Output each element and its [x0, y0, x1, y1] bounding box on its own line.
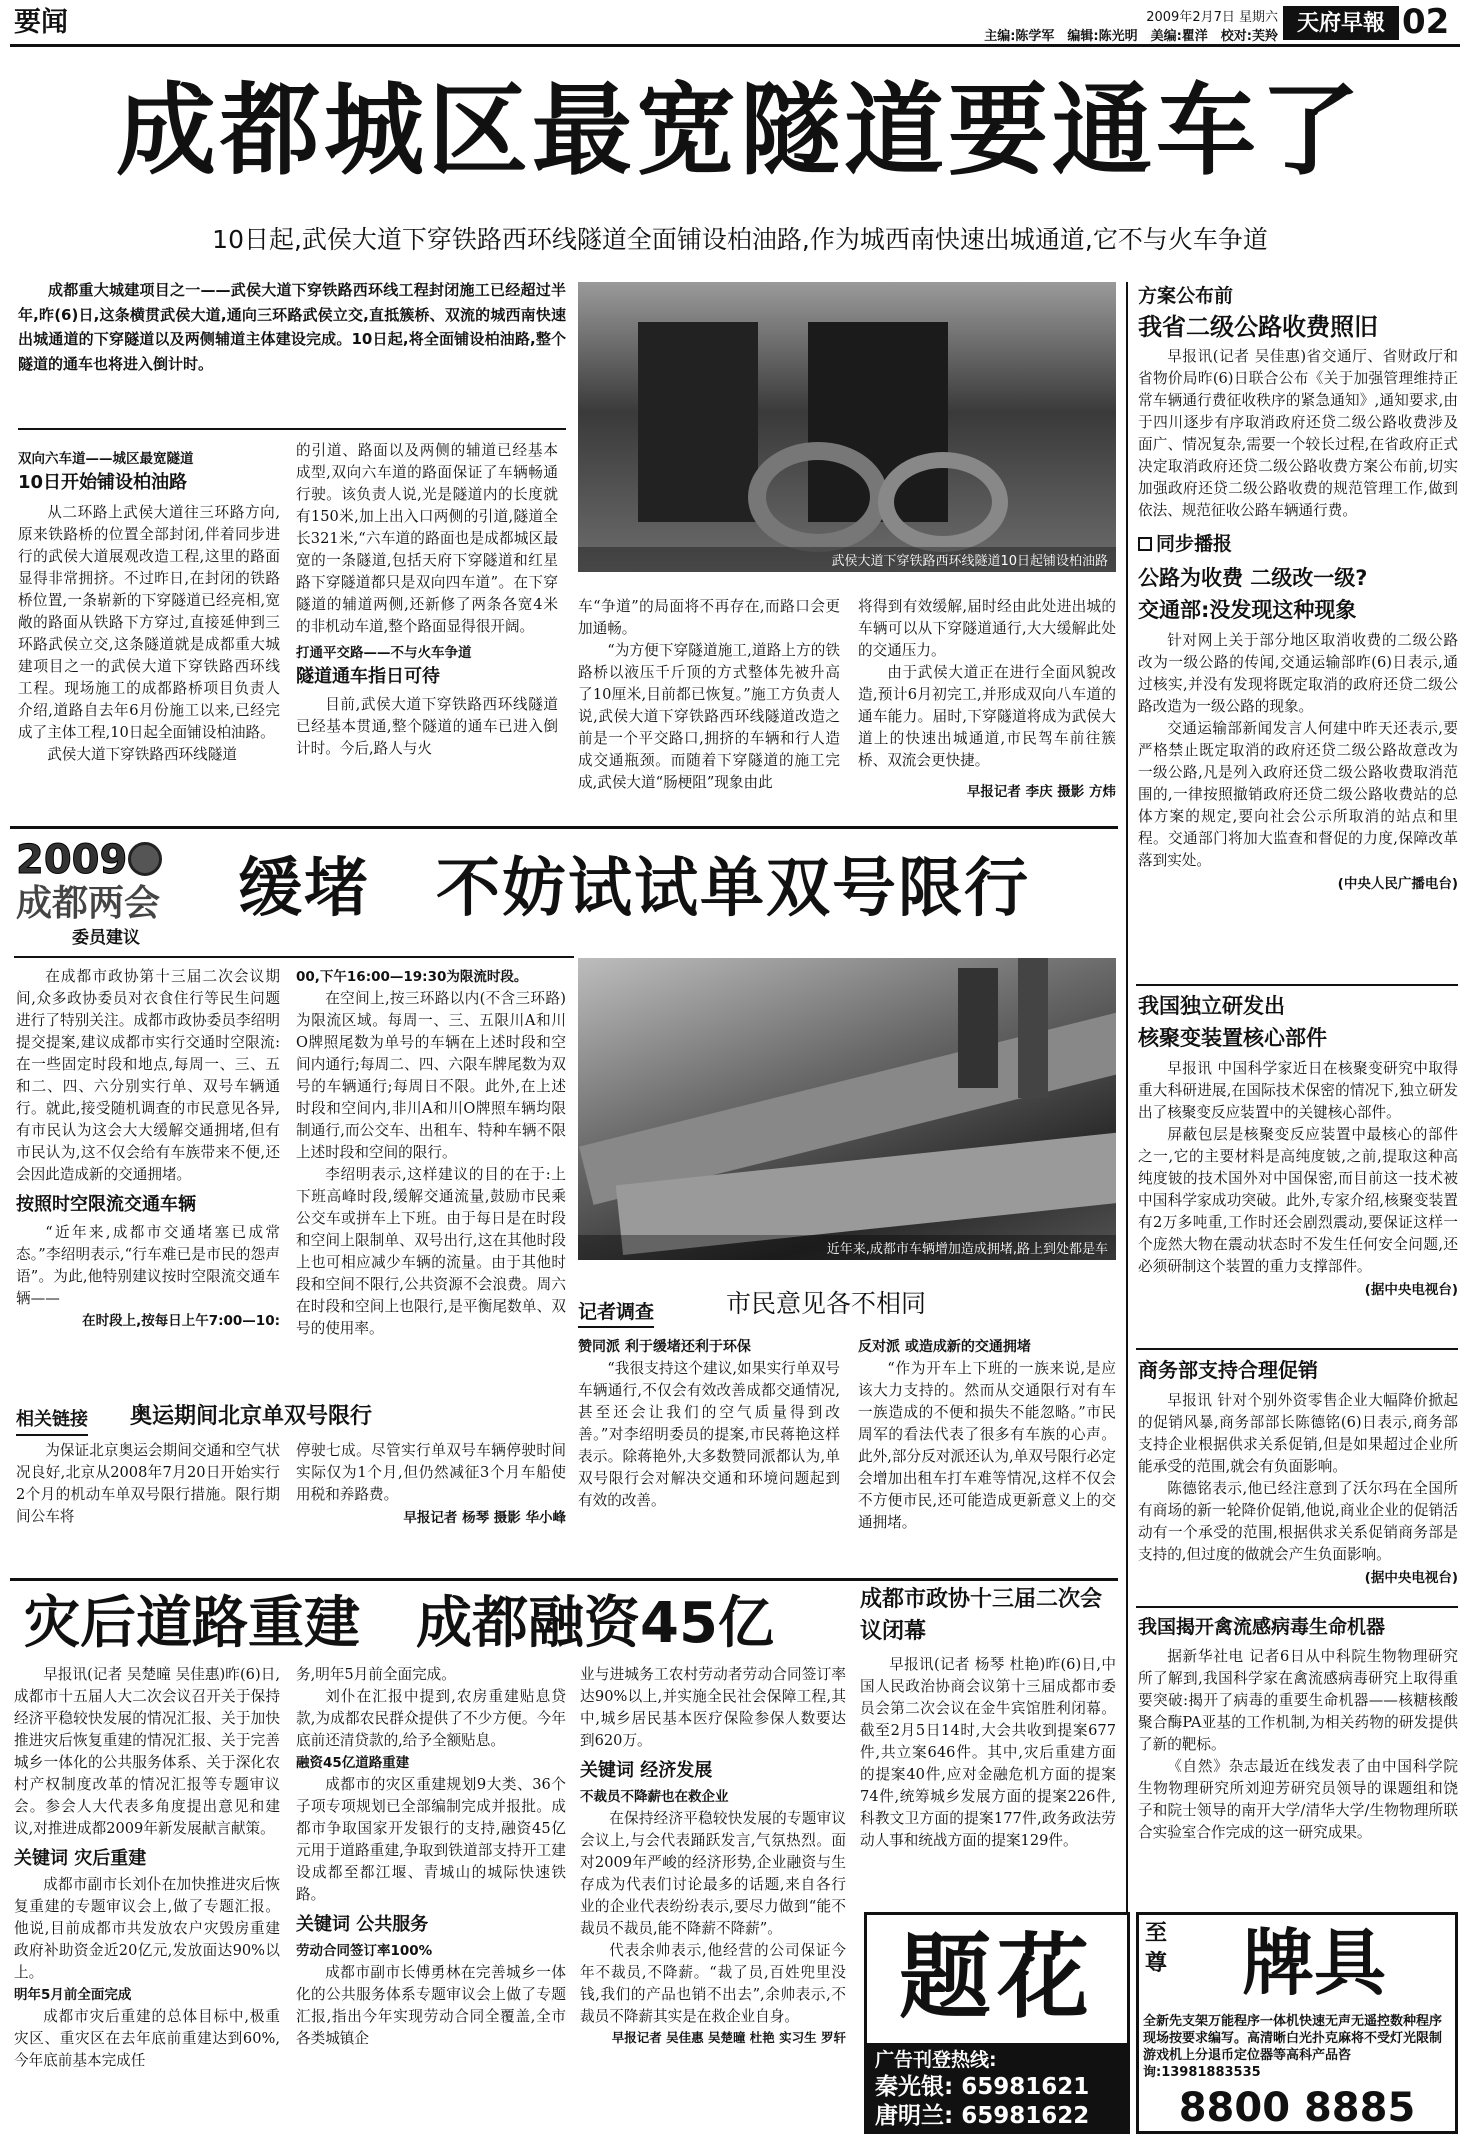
lead-sub1-title: 10日开始铺设柏油路: [18, 472, 188, 493]
traffic-photo-caption: 近年来,成都市车辆增加造成拥堵,路上到处都是车: [578, 1235, 1116, 1260]
lianghui-col2-text-b: 在空间上,按三环路以内(不含三环路)为限流区域。每周一、三、五限川A和川O牌照尾数为单号的车辆在上述时段和空间内通行;每周二、四、六限车牌尾数为双号的车辆通行;每周日不限。此外,在上述时段和空间内,非川A和川O牌照车辆均限制通行,而公交车、出租车、特种车辆不限上述时段和空间的限行。: [296, 990, 566, 1161]
lianghui-logo-year: 2009: [16, 838, 128, 883]
toll-body: 早报讯(记者 吴佳惠)省交通厅、省财政厅和省物价局昨(6)日联合公布《关于加强管理维持正常车辆通行费征收秩序的紧急通知》,通知要求,由于四川逐步有序取消政府还贷二级公路收费涉及面广、情况复杂,需要一个较长过程,在省政府正式决定取消政府还贷二级公路收费方案公布前,切实加强政府还贷二级公路收费的规范管理工作,做到依法、规范征收公路车辆通行费。: [1138, 348, 1458, 519]
disaster-s2: 融资45亿道路重建: [296, 1755, 410, 1771]
sync-box-icon: [1138, 537, 1152, 551]
related-tag: 相关链接: [16, 1406, 88, 1436]
lianghui-credit: 早报记者 杨琴 摄影 华小峰: [403, 1510, 566, 1526]
lead-headline: 成都城区最宽隧道要通车了: [116, 72, 1364, 189]
header-rule: [10, 44, 1460, 47]
disaster-credit: 早报记者 吴佳惠 吴楚曈 杜艳 实习生 罗轩: [611, 2030, 846, 2045]
nuclear-title-1: 我国独立研发出: [1138, 994, 1285, 1018]
commerce-rule: [1136, 1606, 1458, 1608]
disaster-col2-text: 务,明年5月前全面完成。: [296, 1666, 456, 1683]
lead-col1-text: 从二环路上武侯大道往三环路方向,原来铁路桥的位置全部封闭,伴着同步进行的武侯大道展观改造工程,这里的路面显得非常拥挤。不过昨日,在封闭的铁路桥位置,一条崭新的下穿隧道已经亮相,宽敞的路面从铁路下方穿过,直接延伸到三环路武侯立交,这条隧道就是成都重大城建项目之一的武侯大道下穿铁路西环线工程。现场施工的成都路桥项目负责人介绍,道路自去年6月份施工以来,已经完成了主体工程,10日起全面铺设柏油路。: [18, 504, 280, 741]
lianghui-col2: [296, 966, 566, 1394]
ad-hotline: 广告刊登热线:: [875, 2049, 997, 2071]
lianghui-sub: 按照时空限流交通车辆: [16, 1194, 196, 1215]
disaster-col2: [296, 1664, 566, 2136]
lead-col3: [578, 596, 840, 820]
ad-phone-big: 8800 8885: [1178, 2085, 1416, 2131]
related-col2: [296, 1440, 566, 1550]
lead-col2: [296, 440, 558, 820]
disaster-col1-text-b: 成都市副市长刘仆在加快推进灾后恢复重建的专题审议会上,做了专题汇报。他说,目前成都市共发放农户灾毁房重建政府补助资金近20亿元,发放面达90%以上。: [14, 1876, 280, 1981]
disaster-col2-text-c: 成都市的灾区重建规划9大类、36个子项专项规划已全部编制完成并报批。成都市争取国家开发银行的支持,融资45亿元用于道路重建,争取到铁道部支持开工建设成都至都江堰、青城山的城际快速铁路。: [296, 1776, 566, 1903]
disaster-col3: [580, 1664, 846, 2136]
nuclear-story: [1138, 990, 1458, 1346]
disaster-col3-text-c: 代表余帅表示,他经营的公司保证今年不裁员,不降薪。“裁了员,百姓兜里没钱,我们的产品也销不出去”,余帅表示,不裁员不降薪其实是在救企业自身。: [580, 1942, 846, 2025]
ad-phone-2: 唐明兰: 65981622: [875, 2103, 1090, 2129]
disaster-col2-text-d: 成都市副市长傅勇林在完善城乡一体化的公共服务体系专题审议会上做了专题汇报,指出今年实现劳动合同全覆盖,全市各类城镇企: [296, 1964, 566, 2047]
nuclear-title-2: 核聚变装置核心部件: [1138, 1026, 1327, 1050]
cppcc-title: 成都市政协十三届二次会议闭幕: [860, 1587, 1103, 1644]
lead-bottom-rule: [10, 826, 1118, 829]
intro-rule: [18, 428, 566, 430]
tunnel-photo: [578, 282, 1116, 572]
lead-col1: [18, 448, 280, 820]
survey-con: [858, 1336, 1116, 1574]
survey-con-text: “作为开车上下班的一族来说,是应该大力支持的。然而从交通限行对有车一族造成的不便和损失不能忽略。”市民周军的看法代表了很多有车族的心声。此外,部分反对派还认为,单双号限行必定会增加出租车打车难等情况,这样不仅会不方便市民,还可能造成更新意义上的交通拥堵。: [858, 1360, 1116, 1531]
lead-col4-text: 将得到有效缓解,届时经由此处进出城的车辆可以从下穿隧道通行,大大缓解此处的交通压力。: [858, 598, 1116, 659]
lianghui-rule: [14, 956, 574, 958]
disaster-col1-text-c: 成都市灾后重建的总体目标中,极重灾区、重灾区在去年底前重建达到60%,今年底前基本完成任: [14, 2008, 280, 2069]
commerce-body: 早报讯 针对个别外资零售企业大幅降价掀起的促销风暴,商务部部长陈德铭(6)日表示,商务部支持企业根据供求关系促销,但是如果超过企业所能承受的范围,就会有负面影响。: [1138, 1392, 1458, 1475]
lead-col3-text-b: “为方便下穿隧道施工,道路上方的铁路桥以液压千斤顶的方式整体先被升高了10厘米,目前都已恢复。”施工方负责人说,武侯大道下穿铁路西环线隧道改造之前是一个平交路口,拥挤的车辆和行人造成交通瓶颈。而随着下穿隧道的施工完成,武侯大道“肠梗阻”现象由此: [578, 642, 840, 791]
nuclear-body: 早报讯 中国科学家近日在核聚变研究中取得重大科研进展,在国际技术保密的情况下,独立研发出了核聚变反应装置中的关键核心部件。: [1138, 1060, 1458, 1121]
ad-title-2c: 牌具: [1241, 1921, 1386, 2005]
ad-phone-1: 秦光银: 65981621: [875, 2074, 1090, 2100]
lead-col4-text-b: 由于武侯大道正在进行全面风貌改造,预计6月初完工,并形成双向八车道的通车能力。届时,下穿隧道将成为武侯大道上的快速出城通道,市民驾车前往簇桥、双流会更快捷。: [858, 664, 1116, 769]
paper-logo: 天府早報: [1283, 6, 1399, 40]
lianghui-col1-text: 在成都市政协第十三届二次会议期间,众多政协委员对衣食住行等民生问题进行了特别关注。成都市政协委员李绍明提交提案,建议成都市实行交通时空限流:在一些固定时段和地点,每周一、三、五和二、四、六分别实行单、双号车辆通行。就此,接受随机调查的市民意见各异,有市民认为这会大大缓解交通拥堵,但有市民认为,这不仅会给有车族带来不便,还会因此造成新的交通拥堵。: [16, 968, 280, 1183]
nuclear-source: (据中央电视台): [1364, 1282, 1458, 1298]
lead-intro: 成都重大城建项目之一——武侯大道下穿铁路西环线工程封闭施工已经超过半年,昨(6)日,这条横贯武侯大道,通向三环路武侯立交,直抵簇桥、双流的城西南快速出城通道的下穿隧道以及两侧辅道主体建设完成。10日起,将全面铺设柏油路,整个隧道的通车也将进入倒计时。: [18, 281, 566, 373]
ad-title-2a: 至: [1145, 1921, 1168, 1946]
lead-col2-text: 的引道、路面以及两侧的辅道已经基本成型,双向六车道的路面保证了车辆畅通行驶。该负责人说,光是隧道内的长度就有150米,加上出入口两侧的引道,隧道全长321米,“六车道的路面也是成都城区最宽的一条隧道,包括天府下穿隧道和红星路下穿隧道都只是双向四车道”。在下穿隧道的辅道两侧,还新修了两条各宽4米的非机动车道,整个路面显得很开阔。: [296, 442, 558, 635]
lead-sub2-kicker: 打通平交路——不与火车争道: [296, 645, 472, 661]
sync-label: 同步播报: [1156, 533, 1233, 555]
toll-story: [1138, 282, 1458, 982]
lead-col3-text: 车“争道”的局面将不再存在,而路口会更加通畅。: [578, 598, 840, 637]
lianghui-headline: 缓堵 不妨试试单双号限行: [238, 852, 1030, 926]
ad-title-2b: 尊: [1145, 1951, 1168, 1976]
nuclear-rule: [1136, 1348, 1458, 1350]
lead-col4: [858, 596, 1116, 820]
nuclear-body2: 屏蔽包层是核聚变反应装置中最核心的部件之一,它的主要材料是高纯度铍,之前,提取这种高纯度铍的技术国外对中国保密,而目前这一技术被中国科学家成功突破。此外,专家介绍,核聚变装置有2万多吨重,工作时还会剧烈震动,要保证这样一个庞然大物在震动状态时不发生任何安全问题,还必须研制这个装置的重力支撑部件。: [1138, 1126, 1458, 1275]
survey-con-title: 反对派 或造成新的交通拥堵: [858, 1339, 1031, 1355]
lianghui-col2-text: 00,下午16:00—19:30为限流时段。: [296, 969, 528, 985]
right-column-rule: [1126, 282, 1128, 2062]
lianghui-logo-name: 成都两会: [16, 883, 161, 924]
lead-col2-text-b: 目前,武侯大道下穿铁路西环线隧道已经基本贯通,整个隧道的通车已进入倒计时。今后,路人与火: [296, 696, 558, 757]
flu-story: [1138, 1612, 1458, 1918]
cppcc-story: [860, 1584, 1116, 1950]
toll-q-body2: 交通运输部新闻发言人何建中昨天还表示,要严格禁止既定取消的政府还贷二级公路故意改为一级公路,凡是列入政府还贷二级公路收费取消范围的,一律按照撤销政府还贷二级公路收费站的总体方案的规定,要向社会公示所取消的站点和里程。交通部门将加大监查和督促的力度,保障改革落到实处。: [1138, 720, 1458, 869]
lianghui-logo-tag: 委员建议: [72, 928, 140, 948]
toll-kicker: 方案公布前: [1138, 285, 1234, 307]
lianghui-bottom-rule: [10, 1578, 1118, 1581]
lianghui-col1-text-c: 在时段上,按每日上午7:00—10:: [82, 1313, 280, 1329]
toll-rule: [1136, 984, 1458, 986]
disaster-col1-text: 早报讯(记者 吴楚曈 吴佳惠)昨(6)日,成都市十五届人大二次会议召开关于保持经济平稳较快发展的情况汇报、关于加快推进灾后恢复重建的情况汇报、关于完善城乡一体化的公共服务体系、关于深化农村产权制度改革的情况汇报等专题审议会。参会人大代表多角度提出意见和建议,对推进成都2009年新发展献言献策。: [14, 1666, 280, 1837]
survey-tag: 记者调查: [578, 1298, 654, 1328]
lead-deck: 10日起,武侯大道下穿铁路西环线隧道全面铺设柏油路,作为城西南快速出城通道,它不与火车争道: [212, 225, 1268, 254]
ad-body: 全新先支架万能程序一体机快速无声无遥控数种程序现场按要求编写。高清晰白光扑克麻将不受灯光限制游戏机上分退币定位器等高科产品咨询:13981883535: [1143, 2014, 1443, 2080]
disaster-s3: 关键词 公共服务: [296, 1914, 429, 1935]
ad-box-1: [864, 1912, 1130, 2134]
disaster-s3b: 劳动合同签订率100%: [296, 1943, 433, 1959]
survey-title: 市民意见各不相同: [726, 1289, 927, 1318]
lead-sub2-title: 隧道通车指日可待: [296, 666, 440, 687]
toll-q-body: 针对网上关于部分地区取消收费的二级公路改为一级公路的传闻,交通运输部昨(6)日表示,通过核实,并没有发现将既定取消的政府还贷二级公路改造为一级公路的现象。: [1138, 632, 1458, 715]
flu-title: 我国揭开禽流感病毒生命机器: [1138, 1616, 1386, 1638]
section-title: 要闻: [14, 7, 68, 38]
disaster-s4b: 不裁员不降薪也在救企业: [580, 1789, 729, 1805]
traffic-photo: [578, 958, 1116, 1260]
survey-pro-title: 赞同派 利于缓堵还利于环保: [578, 1339, 751, 1355]
lianghui-logo: [16, 838, 226, 956]
related-col2-text: 停驶七成。尽管实行单双号车辆停驶时间实际仅为1个月,但仍然减征3个月车船使用税和养路费。: [296, 1442, 566, 1503]
related-col1: 为保证北京奥运会期间交通和空气状况良好,北京从2008年7月20日开始实行2个月的机动车单双号限行措施。限行期间公车将: [16, 1442, 280, 1525]
flu-body2: 《自然》杂志最近在线发表了由中国科学院生物物理研究所刘迎芳研究员领导的课题组和饶子和院士领导的南开大学/清华大学/生物物理所联合实验室合作完成的这一研究成果。: [1138, 1758, 1458, 1841]
toll-title: 我省二级公路收费照旧: [1138, 313, 1378, 341]
lead-col1-text-b: 武侯大道下穿铁路西环线隧道: [47, 746, 237, 763]
cppcc-body: 早报讯(记者 杨琴 杜艳)昨(6)日,中国人民政治协商会议第十三届成都市委员会第二次会议在金牛宾馆胜利闭幕。截至2月5日14时,大会共收到提案677件,共立案646件。其中,灾后重建方面的提案40件,应对金融危机方面的提案74件,统筹城乡发展方面的提案226件,科教文卫方面的提案177件,政务政法劳动人事和统战方面的提案129件。: [860, 1656, 1116, 1849]
disaster-s4: 关键词 经济发展: [580, 1760, 713, 1781]
lianghui-col2-text-c: 李绍明表示,这样建议的目的在于:上下班高峰时段,缓解交通流量,鼓励市民乘公交车或拼车上下班。由于每日是在时段和空间上限制单、双号出行,这在其他时段上也可相应减少车辆的流量。由于其他时段和空间不限行,公共资源不会浪费。周六在时段和空间上也限行,是平衡尾数单、双号的使用率。: [296, 1166, 566, 1337]
commerce-body2: 陈德铭表示,他已经注意到了沃尔玛在全国所有商场的新一轮降价促销,他说,商业企业的促销活动有一个承受的范围,根据供求关系促销商务部是支持的,但过度的做就会产生负面影响。: [1138, 1480, 1458, 1563]
ad-title-1: 题花: [898, 1924, 1095, 2031]
lianghui-col1-text-b: “近年来,成都市交通堵塞已成常态。”李绍明表示,“行车难已是市民的怨声语”。为此,他特别建议按时空限流交通车辆——: [16, 1224, 280, 1307]
disaster-headline: 灾后道路重建 成都融资45亿: [24, 1591, 774, 1656]
emblem-icon: [128, 842, 162, 876]
disaster-col3-text: 业与进城务工农村劳动者劳动合同签订率达90%以上,并实施全民社会保障工程,其中,城乡居民基本医疗保险参保人数要达到620万。: [580, 1666, 846, 1749]
toll-q-title: 公路为收费 二级改一级?: [1138, 566, 1368, 590]
disaster-s1b: 明年5月前全面完成: [14, 1987, 132, 2003]
disaster-col2-text-b: 刘仆在汇报中提到,农房重建贴息贷款,为成都农民群众提供了不少方便。今年底前还清贷款的,给予全额贴息。: [296, 1688, 566, 1749]
commerce-source: (据中央电视台): [1364, 1570, 1458, 1586]
survey-pro-text: “我很支持这个建议,如果实行单双号车辆通行,不仅会有效改善成都交通情况,甚至还会让我们的空气质量得到改善。”对李绍明委员的提案,市民蒋艳这样表示。除蒋艳外,大多数赞同派都认为,单双号限行会对解决交通和环境问题起到有效的改善。: [578, 1360, 840, 1509]
disaster-s1: 关键词 灾后重建: [14, 1848, 147, 1869]
disaster-col1: [14, 1664, 280, 2136]
toll-source: (中央人民广播电台): [1337, 876, 1458, 892]
lead-sub1-kicker: 双向六车道——城区最宽隧道: [18, 451, 194, 467]
editor-credits: 主编:陈学军 编辑:陈光明 美编:瞿洋 校对:芙羚: [984, 29, 1278, 44]
page-number: 02: [1402, 2, 1450, 42]
issue-date: 2009年2月7日 星期六: [1146, 10, 1278, 25]
lianghui-col1: [16, 966, 280, 1394]
flu-body: 据新华社电 记者6日从中科院生物物理研究所了解到,我国科学家在禽流感病毒研究上取得重要突破:揭开了病毒的重要生命机器——核糖核酸聚合酶PA亚基的工作机制,为相关药物的研发提供了新的靶标。: [1138, 1648, 1458, 1753]
commerce-title: 商务部支持合理促销: [1138, 1358, 1318, 1382]
disaster-col3-text-b: 在保持经济平稳较快发展的专题审议会议上,与会代表踊跃发言,气氛热烈。面对2009年严峻的经济形势,企业融资与生存成为代表们讨论最多的话题,来自各行业的企业代表纷纷表示,要尽力做到“能不裁员不裁员,能不降薪不降薪”。: [580, 1810, 846, 1937]
commerce-story: [1138, 1354, 1458, 1604]
related-title: 奥运期间北京单双号限行: [130, 1404, 373, 1429]
survey-pro: [578, 1336, 840, 1574]
ad-box-2: [1136, 1912, 1458, 2134]
tunnel-photo-caption: 武侯大道下穿铁路西环线隧道10日起铺设柏油路: [578, 547, 1116, 572]
lead-credit: 早报记者 李庆 摄影 方炜: [966, 784, 1116, 800]
toll-q-sub: 交通部:没发现这种现象: [1138, 598, 1357, 622]
